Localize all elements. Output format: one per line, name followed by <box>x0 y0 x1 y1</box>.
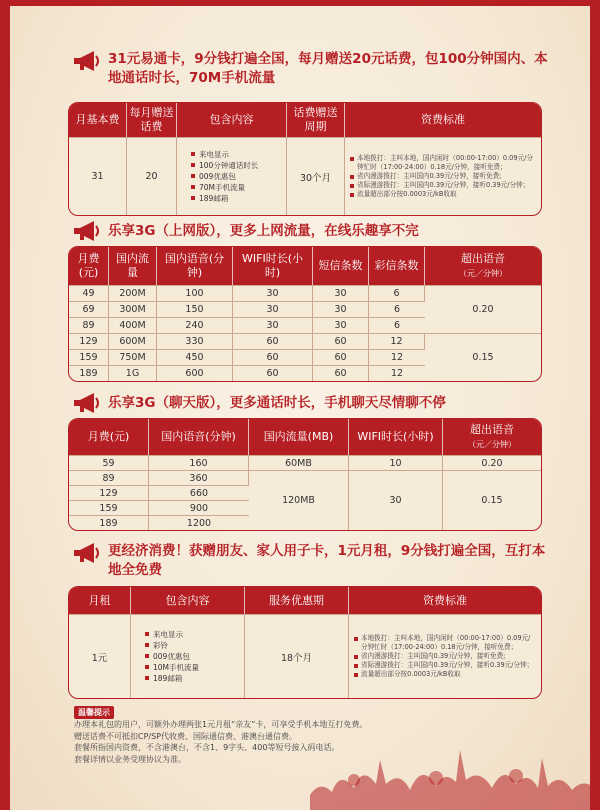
col-header: 包含内容 <box>177 103 287 137</box>
table-cell: 150 <box>157 301 233 317</box>
table-cell: 12 <box>369 349 425 365</box>
table-cell: 69 <box>69 301 109 317</box>
wifi-cell: 10 <box>349 455 443 470</box>
tips-line: 办理本礼包的用户，可额外办理两张1元月租“亲友”卡，可享受手机本地互打免费。 <box>74 720 368 729</box>
list-item: 彩铃 <box>153 640 242 651</box>
megaphone-icon <box>72 542 102 564</box>
table-cell: 600M <box>109 333 157 349</box>
over-rate-cell: 0.20 <box>443 455 541 470</box>
list-item: 本地拨打：主叫本地，国内闲时（00:00-17:00）0.09元/分钟忙时（17:00-24:00）0.18元/分钟，接听免费； <box>361 634 536 652</box>
table-cell: 400M <box>109 317 157 333</box>
table-cell: 60 <box>313 365 369 381</box>
table-cell: 6 <box>369 301 425 317</box>
flow-cell: 60MB <box>249 455 349 470</box>
list-item: 189邮箱 <box>199 193 284 204</box>
section4-heading <box>72 542 548 580</box>
over-rate-cell: 0.15 <box>443 470 541 530</box>
col-header: 月租 <box>69 587 131 614</box>
list-item: 来电显示 <box>199 149 284 160</box>
table-cell: 60 <box>233 333 313 349</box>
wifi-cell: 30 <box>349 470 443 530</box>
list-item: 省内漫游拨打：主叫国内0.39元/分钟，接听免费; <box>357 172 536 181</box>
col-header: 月费(元) <box>69 419 149 455</box>
table-cell: 159 <box>69 500 149 515</box>
table-cell: 129 <box>69 333 109 349</box>
section4-title: 更经济消费！获赠朋友、家人用子卡，1元月租，9分钱打遍全国，互打本地全免费 <box>108 543 546 578</box>
section3-title: 乐享3G（聊天版），更多通话时长，手机聊天尽情聊不停 <box>108 395 446 411</box>
table-cell: 240 <box>157 317 233 333</box>
table-cell: 60 <box>233 349 313 365</box>
rates-list <box>351 631 539 682</box>
col-header: 彩信条数 <box>369 247 425 285</box>
col-header: 月基本费 <box>69 103 127 137</box>
over-rate-cell: 0.15 <box>425 333 541 381</box>
fee-cell: 1元 <box>69 614 131 698</box>
table-cell: 300M <box>109 301 157 317</box>
tips-line: 赠送话费不可抵扣CP/SP代收费、国际通信费、港澳台通信费。 <box>74 731 298 741</box>
list-item: 流量超出部分按0.0003元/kB收取 <box>357 190 536 199</box>
table-cell: 6 <box>369 285 425 301</box>
section2-title: 乐享3G（上网版），更多上网流量，在线乐趣享不完 <box>108 223 419 239</box>
list-item: 009优惠包 <box>153 651 242 662</box>
table-cell: 30 <box>233 301 313 317</box>
col-header: WIFI时长(小时) <box>349 419 443 455</box>
list-item: 10M手机流量 <box>153 662 242 673</box>
table-cell: 30 <box>233 317 313 333</box>
table-cell: 1200 <box>149 515 249 530</box>
table-cell: 30 <box>313 285 369 301</box>
col-header: 超出语音 <box>470 422 514 436</box>
section2-heading <box>72 220 419 242</box>
table-cell: 60 <box>313 349 369 365</box>
table-cell: 900 <box>149 500 249 515</box>
rates-list <box>347 151 539 202</box>
table-cell: 60 <box>233 365 313 381</box>
col-header: 服务优惠期 <box>245 587 349 614</box>
list-item: 流量超出部分按0.0003元/kB收取 <box>361 670 536 679</box>
table-cell: 600 <box>157 365 233 381</box>
col-header: 包含内容 <box>131 587 245 614</box>
section3-heading <box>72 392 446 414</box>
table-cell: 30 <box>313 301 369 317</box>
section1-title: 31元易通卡，9分钱打遍全国，每月赠送20元话费，包100分钟国内、本地通话时长，70M手机流量 <box>108 51 548 86</box>
megaphone-icon <box>72 50 102 72</box>
table-cell: 89 <box>69 470 149 485</box>
table-cell: 30 <box>313 317 369 333</box>
table-cell: 129 <box>69 485 149 500</box>
col-header: 短信条数 <box>313 247 369 285</box>
col-header: 资费标准 <box>349 587 541 614</box>
table-cell: 189 <box>69 515 149 530</box>
col-header: WIFI时长(小时) <box>233 247 313 285</box>
table-cell: 160 <box>149 455 249 470</box>
megaphone-icon <box>72 220 102 242</box>
tips-label: 温馨提示 <box>74 706 114 719</box>
section2-table <box>68 246 542 382</box>
table-cell: 200M <box>109 285 157 301</box>
col-header: 国内语音(分钟) <box>149 419 249 455</box>
contents-list <box>179 149 284 204</box>
col-header: 资费标准 <box>345 103 541 137</box>
table-cell: 12 <box>369 333 425 349</box>
section1-heading <box>72 50 548 88</box>
col-header: 国内流量(MB) <box>249 419 349 455</box>
gift-cell: 20 <box>127 137 177 215</box>
col-header: 国内流量 <box>109 247 157 285</box>
table-cell: 30 <box>233 285 313 301</box>
col-header: 超出语音 <box>461 251 505 265</box>
table-cell: 49 <box>69 285 109 301</box>
section1-table <box>68 102 542 216</box>
list-item: 70M手机流量 <box>199 182 284 193</box>
table-cell: 360 <box>149 470 249 485</box>
list-item: 本地拨打：主叫本地，国内闲时（00:00-17:00）0.09元/分钟忙时（17:00-24:00）0.18元/分钟，接听免费； <box>357 154 536 172</box>
list-item: 100分钟通话时长 <box>199 160 284 171</box>
table-cell: 159 <box>69 349 109 365</box>
table-cell: 189 <box>69 365 109 381</box>
table-cell: 660 <box>149 485 249 500</box>
list-item: 省内漫游拨打：主叫国内0.39元/分钟，接听免费; <box>361 652 536 661</box>
col-header: 月费(元) <box>69 247 109 285</box>
table-cell: 450 <box>157 349 233 365</box>
list-item: 189邮箱 <box>153 673 242 684</box>
col-header: 国内语音(分钟) <box>157 247 233 285</box>
table-cell: 59 <box>69 455 149 470</box>
period-cell: 18个月 <box>245 614 349 698</box>
unit-label: （元／分钟） <box>459 268 507 278</box>
table-cell: 60 <box>313 333 369 349</box>
megaphone-icon <box>72 392 102 414</box>
table-cell: 6 <box>369 317 425 333</box>
unit-label: （元／分钟） <box>468 439 516 449</box>
table-cell: 12 <box>369 365 425 381</box>
table-cell: 100 <box>157 285 233 301</box>
fee-cell: 31 <box>69 137 127 215</box>
col-header: 每月赠送话费 <box>127 103 177 137</box>
flow-cell: 120MB <box>249 470 349 530</box>
contents-list <box>133 629 242 684</box>
col-header: 话费赠送周期 <box>287 103 345 137</box>
list-item: 省际漫游拨打：主叫国内0.39元/分钟，接听0.39元/分钟； <box>361 661 536 670</box>
list-item: 省际漫游拨打：主叫国内0.39元/分钟，接听0.39元/分钟； <box>357 181 536 190</box>
section3-table <box>68 418 542 531</box>
over-rate-cell: 0.20 <box>425 285 541 333</box>
table-cell: 89 <box>69 317 109 333</box>
tips-line: 套餐所指国内资费，不含港澳台，不含1、9字头、400等短号接入码电话。 <box>74 743 340 752</box>
table-cell: 330 <box>157 333 233 349</box>
crowd-illustration <box>310 740 600 810</box>
table-cell: 1G <box>109 365 157 381</box>
tips-line: 套餐详情以业务受理协议为准。 <box>74 754 186 764</box>
table-cell: 750M <box>109 349 157 365</box>
list-item: 009优惠包 <box>199 171 284 182</box>
period-cell: 30个月 <box>287 137 345 215</box>
list-item: 来电显示 <box>153 629 242 640</box>
section4-table <box>68 586 542 699</box>
